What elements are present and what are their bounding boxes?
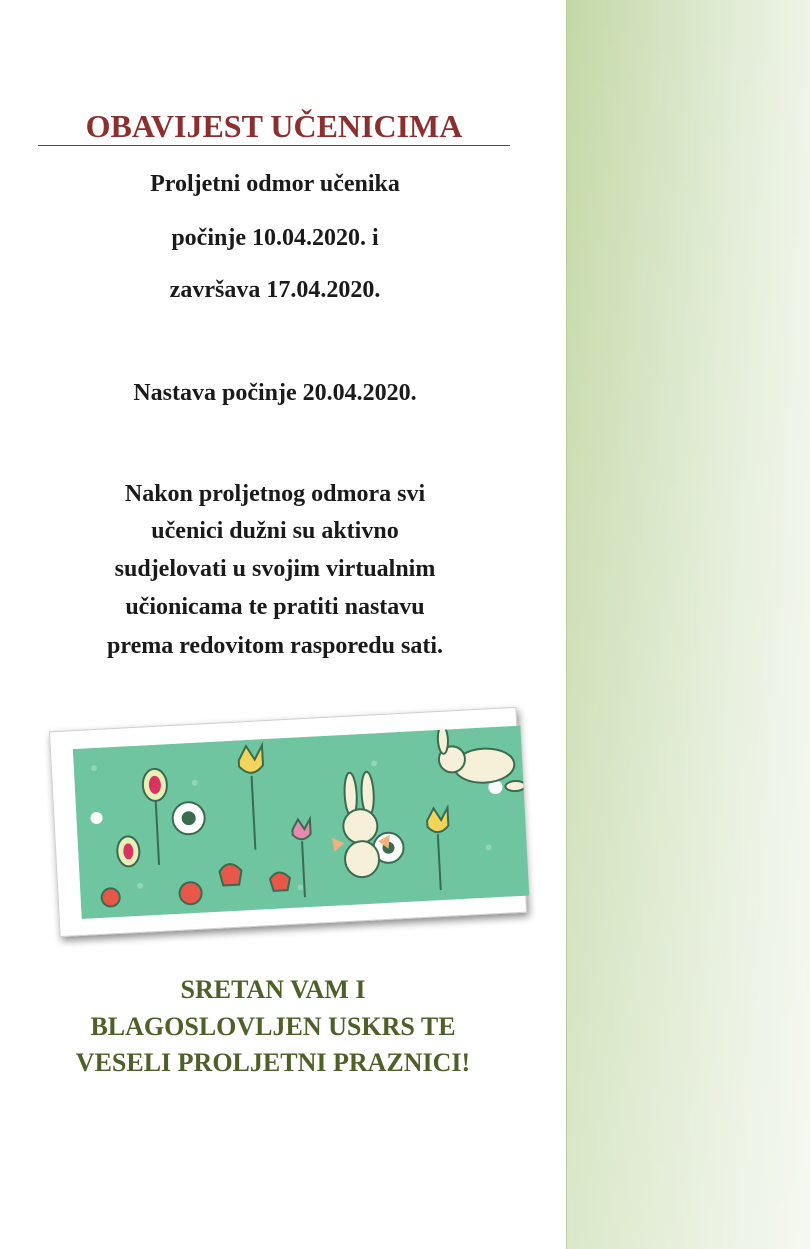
- easter-photo: [48, 695, 528, 945]
- greeting-line-3: VESELI PROLJETNI PRAZNICI!: [75, 1048, 471, 1077]
- classes-start-line: Nastava počinje 20.04.2020.: [133, 380, 417, 406]
- instruction-line-4: učionicama te pratiti nastavu: [125, 594, 425, 620]
- break-line-2: počinje 10.04.2020. i: [171, 225, 379, 251]
- greeting-line-2: BLAGOSLOVLJEN USKRS TE: [90, 1012, 456, 1041]
- instruction-line-5: prema redovitom rasporedu sati.: [107, 633, 443, 659]
- break-line-3: završava 17.04.2020.: [169, 277, 381, 303]
- break-line-1: Proljetni odmor učenika: [150, 171, 400, 197]
- easter-bunny-flowers-pattern-icon: [73, 726, 529, 919]
- decorative-sidebar: [566, 0, 810, 1249]
- greeting-line-1: SRETAN VAM I: [180, 975, 366, 1004]
- notice-title: OBAVIJEST UČENICIMA: [85, 108, 463, 144]
- photo-frame: [49, 707, 527, 937]
- instruction-line-2: učenici dužni su aktivno: [151, 518, 399, 544]
- title-underline: [38, 145, 510, 146]
- instruction-line-1: Nakon proljetnog odmora svi: [124, 481, 426, 507]
- instruction-line-3: sudjelovati u svojim virtualnim: [114, 556, 436, 582]
